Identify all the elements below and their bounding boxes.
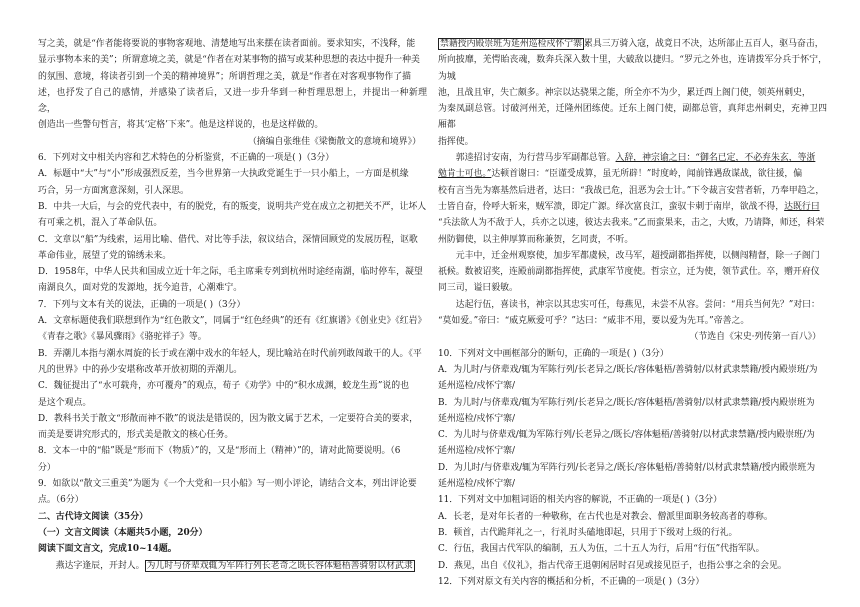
boxed-passage: 禁籍授内殿崇班为延州巡检戍怀宁寨 <box>440 39 582 49</box>
passage-line: 为秦凤副总管。讨破河州羌，迁隆州团练使。迁东上阁门使，副都总管，真拜忠州刺史，充神卫四厢都 <box>438 104 827 131</box>
passage-line <box>438 199 827 215</box>
option-line: 革命伟业，展望了党的锦绣未来。 <box>38 250 172 261</box>
question-9 <box>38 476 427 509</box>
question-stem: 7．下列与文本有关的说法，正确的一项是( )（3分） <box>38 299 246 310</box>
option-line: B．中共一大后，与会的党代表中，有的脱党，有的叛变，说明共产党在成立之初把关不严，让坏人 <box>38 201 427 212</box>
question-12 <box>438 574 827 590</box>
question-stem: 9．如欲以“散文三重美”为题为《一个大党和一只小船》写一则小评论，请结合文本，列出评论要 <box>38 479 417 490</box>
question-stem: 10．下列对文中画框部分的断句，正确的一项是( )（3分） <box>438 348 669 359</box>
reading-instruction: 阅读下面文言文，完成10~14题。 <box>38 544 177 555</box>
question-stem: 12．下列对原文有关内容的概括和分析，不正确的一项是( )（3分） <box>438 576 705 587</box>
option-line: 延州巡检/戍怀宁寨/ <box>438 446 515 457</box>
underlined-passage: 入辞，神宗谕之曰：“御名已定，不必弃朱玄，等浙 <box>615 153 816 164</box>
option-line: 有可乘之机，混入了革命队伍。 <box>38 218 163 229</box>
question-10 <box>438 346 827 493</box>
passage-text: 郭逵招讨安南，为行营马步军副都总管。 <box>455 153 616 164</box>
option-line: A．文章标题使我们联想到作为“红色散文”，同属于“红色经典”的还有《红旗谱》《创业史》《红岩》 <box>38 316 427 327</box>
passage-line: 祇候。数被诏奖，连殿前副都指挥使，武康军节度使。哲宗立，迁为使，领节武仕。卒，赠开府仪 <box>438 267 820 278</box>
question-stem: 11．下列对文中加粗词语的相关内容的解说，不正确的一项是( )（3分） <box>438 495 723 506</box>
passage-text: 达顿首谢曰：“臣谨受成算，虽无所辟！”时度岭，闻前锋遇敌谋战，欲往援，偏 <box>491 169 803 180</box>
source-citation: （节选自《宋史·列传第一百八》） <box>689 332 821 343</box>
passage-line: “兵法欲人为不敌于人，兵亦之以速，彼达去我来。”乙而蛮果来，击之，大败，乃请降，师还，科荣 <box>438 218 825 229</box>
question-stem: 8．文本一中的“船”既是“形而下（物质）”的，又是“形而上（精神）”的，请对此简要说明。（6 <box>38 446 401 457</box>
option-line: A．长老，是对年长者的一种敬称，在古代也是对教会、僧派里面职务较高者的尊称。 <box>438 511 773 522</box>
passage-start: 燕达字逢辰，开封人。 <box>55 560 145 571</box>
option-line: B．顿首，古代跪拜礼之一，行礼时头磕地即起，只用于下级对上级的行礼。 <box>438 527 738 538</box>
option-line: 延州巡检/戍怀宁寨/ <box>438 413 515 424</box>
left-column <box>38 36 427 574</box>
passage-line: “莫如爱。”帝曰：“威克厥爱可乎？”达曰：“威非不用，要以爱为先耳。”帝善之。 <box>438 316 750 327</box>
question-11 <box>438 492 827 573</box>
subsection-title: （一）文言文阅读（本题共5小题，20分） <box>38 527 208 538</box>
option-line: D．燕见，出自《仪礼》，指古代帝王退朝闲居时召见或接见臣子，也指公事之余的会见。 <box>438 560 787 571</box>
option-line: D．1958年，中华人民共和国成立近十年之际，毛主席乘专列到杭州时途经南湖，临时停车，凝望 <box>38 267 423 278</box>
passage-text: 累具三万骑入寇，战竟日不决，达所部止五百人，驱马奋击， <box>584 39 824 49</box>
option-line: 而美是要讲究形式的，形式美是散文的核心任务。 <box>38 430 234 441</box>
passage-line: 达起行伍，喜读书，神宗以其忠实可任，每燕见，未尝不从容。尝问：“用兵当何先？”对曰： <box>455 299 820 310</box>
question-8 <box>38 443 427 476</box>
question-stem: 6．下列对文中相关内容和艺术特色的分析鉴赏，不正确的一项是( )（3分） <box>38 153 335 164</box>
text-line: 显示事物本来的美”；所谓意境之美，就是“作者在对某事物的描写或某种思想的表达中提升一种美 <box>38 55 420 66</box>
option-line: C．魏征提出了“水可载舟，亦可覆舟”的观点，荀子《劝学》中的“积水成渊，蛟龙生焉”说的也 <box>38 381 410 392</box>
option-line: B．弄潮儿本指与潮水周旋的长于或在潮中戏水的年轻人，现比喻站在时代前列敢闯敢干的人。《平 <box>38 348 422 359</box>
source-citation: （摘编自张维佳《梁衡散文的意境和境界》） <box>247 136 421 147</box>
question-stem: 分） <box>38 462 56 473</box>
underlined-passage: 勉肯士可也。” <box>438 169 492 180</box>
option-line: C．为儿时与侪辈戏/辄为军陈行列/长老异之/既长/容体魁梧/善骑射/以材武隶禁籍/授内殿崇班/为 <box>438 430 815 441</box>
boxed-passage: 为儿时与侪辈戏辄为军阵行列长老奇之既长容体魁梧善骑射以材武隶 <box>146 560 413 571</box>
option-line: B．为儿时/与侪辈戏/辄为军陈行列/长老异之/既长/容体魁梧/善骑射/以材武隶禁籍/授内殿崇班为 <box>438 397 815 408</box>
passage-text: 士皆自奋，伶呼大斩来，贼军溃，即定广源。绎次富良江，蛮驭卡刺于南岸，欲战不得， <box>438 201 785 212</box>
option-line: C．文章以“船”为线索，运用比喻、借代、对比等手法，叙议结合，深情回顾党的发展历程，讴歌 <box>38 234 418 245</box>
text-line: 述，也抒发了自己的感情，并感染了读者后，又进一步升华到一种哲理思想上，并提出一种新理念， <box>38 87 427 115</box>
question-6 <box>38 150 427 297</box>
text-line: 的氛围、意境，将读者引到一个美的精神境界”；所谓哲理之美，就是“作者在对客观事物作了描 <box>38 71 411 82</box>
passage-line <box>38 558 427 574</box>
question-7 <box>38 297 427 444</box>
option-line: C．行伍，我国古代军队的编制，五人为伍，二十五人为行，后用“行伍”代指军队。 <box>438 544 765 555</box>
passage-line: 指挥使。 <box>438 136 474 147</box>
passage-line: 校有言当先为寨基然后进者，达曰：“我战已危，沮恶为会士计。”下令裁言安营者斩，乃奉甲趋之， <box>438 185 825 196</box>
underlined-passage: 达既行曰 <box>784 201 820 212</box>
right-column <box>438 36 827 590</box>
option-line: 延州巡检/戍怀宁寨/ <box>438 381 515 392</box>
text-line: 创造出一些警句哲言，将其‘定格’下来”。他是这样说的，也是这样做的。 <box>38 120 324 131</box>
essay-intro <box>38 36 427 134</box>
passage-line <box>438 36 827 52</box>
section-title: 二、古代诗文阅读（35分） <box>38 511 148 522</box>
option-line: 巧合，另一方面寓意深刻，引人深思。 <box>38 185 189 196</box>
option-line: D．为儿时/与侪辈戏/辄为军阵行列/长老异之/既长/容体魁梧/善骑射/以材武隶禁籍/授内殿崇班为 <box>438 462 816 473</box>
option-line: A．为儿时/与侪辈戏/辄为军陈行列/长老异之/既长/容体魁梧/善骑射/以材武隶禁籍/授内殿崇班/为 <box>438 364 818 375</box>
passage-line: 元丰中，迁金州观察使，加步军都虞候，改马军，超授副都指挥使，以侧闯精督，除一子阁门 <box>455 250 820 261</box>
option-line: 是这个观点。 <box>38 397 92 408</box>
option-line: D．教科书关于散文“形散而神不散”的说法是错误的，因为散文属于艺术，一定要符合美的要求， <box>38 413 419 424</box>
option-line: A．标题中“大”与“小”形成强烈反差，当今世界第一大执政党诞生于一只小船上，一方面是机缘 <box>38 169 409 180</box>
passage-line: 州防御使，以主伸厚算而称兼贺，乞同责，不听。 <box>438 234 634 245</box>
option-line: 延州巡检/戍怀宁寨/ <box>438 479 515 490</box>
option-line: 南湖良久，面对党的发源地，抚今追昔，心潮难宁。 <box>38 283 243 294</box>
passage-line <box>438 166 827 182</box>
passage-line: 池，且战且审，失亡颇多。神宗以达骁果之能，所全亦不为少，累迁西上阁门使，领英州刺史， <box>438 87 811 98</box>
passage-line <box>438 150 827 166</box>
passage-line: 所向披靡，羌愕眙丧魂，数奔兵深入数十里，大破敌以捷归。“罗元之外也，连请拨军分兵于怀宁，为城 <box>438 55 827 82</box>
text-line: 写之美，就是“作者能将要说的事物客观地、清楚地写出来摆在读者面前。要求知实，不浅释，能 <box>38 39 416 49</box>
option-line: 凡的世界》中的孙少安堪称改革开放初期的弄潮儿。 <box>38 364 243 375</box>
option-line: 《青春之歌》《暴风骤雨》《骆驼祥子》等。 <box>38 332 207 343</box>
question-stem: 点。（6分） <box>38 495 84 506</box>
passage-line: 同三司，谥曰毅敏。 <box>438 283 518 294</box>
